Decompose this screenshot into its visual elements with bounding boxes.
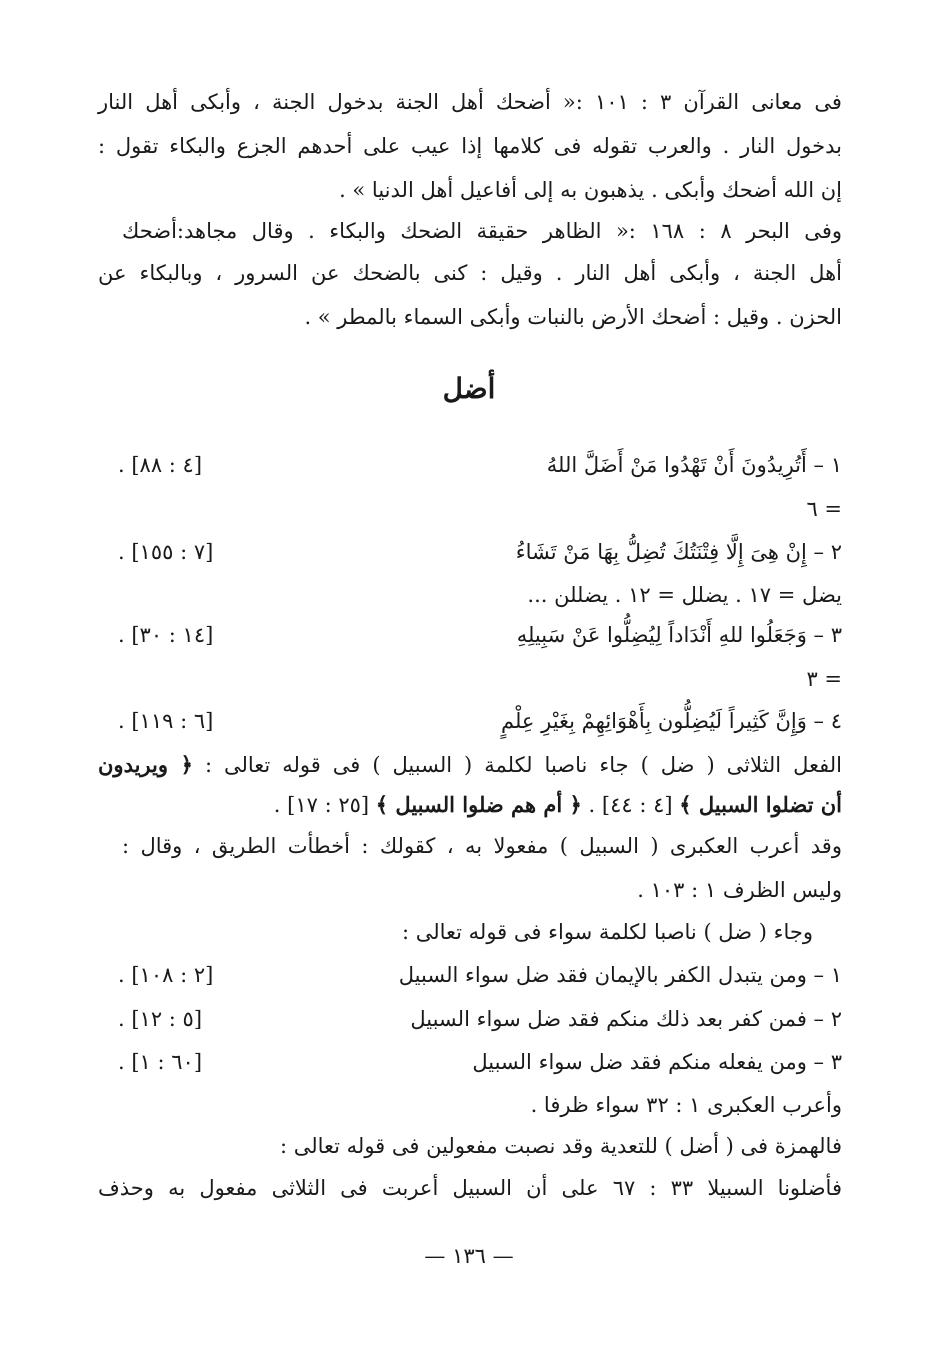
verse-line: ٣ – وَجَعَلُوا للهِ أَنْدَاداً لِيُضِلُّوا عَنْ سَبِيلِهِ (516, 623, 842, 647)
paragraph-line: وأعرب العكبرى ١ : ٣٢ سواء ظرفا . (530, 1093, 842, 1117)
verse-note: = ٦ (806, 497, 842, 521)
verse-reference: . [٦ : ١١٩] (118, 709, 214, 733)
intro-line: بدخول النار . والعرب تقوله فى كلامها إذا عيب على أحدهم الجزع والبكاء تقول : (98, 134, 842, 158)
page-number: — ١٣٦ — (424, 1244, 514, 1268)
intro-line: أهل الجنة ، وأبكى أهل النار . وقيل : كنى بالضحك عن السرور ، وبالبكاء عن (98, 261, 842, 285)
paragraph-line: فالهمزة فى ( أضل ) للتعدية وقد نصبت مفعولين فى قوله تعالى : (279, 1134, 842, 1158)
verse-note: = ٣ (806, 667, 842, 691)
verse-line: ٣ – ومن يفعله منكم فقد ضل سواء السبيل (472, 1050, 842, 1074)
verse-reference: . [١٤ : ٣٠] (118, 623, 214, 647)
verse-line: ١ – أَتُرِيدُونَ أَنْ تَهْدُوا مَنْ أَضَلَّ اللهُ (546, 453, 842, 477)
paragraph-line: وجاء ( ضل ) ناصبا لكلمة سواء فى قوله تعالى : (401, 920, 813, 944)
intro-line: إن الله أضحك وأبكى . يذهبون به إلى أفاعيل أهل الدنيا » . (339, 178, 842, 202)
section-heading: أضل (442, 372, 496, 405)
verse-line: ٤ – وَإِنَّ كَثِيراً لَيُضِلُّون بِأَهْوَائِهِمْ بِغَيْرِ عِلْمٍ (500, 709, 842, 733)
paragraph-line: وقد أعرب العكبرى ( السبيل ) مفعولا به ، كقولك : أخطأت الطريق ، وقال : (122, 834, 842, 858)
verse-reference: . [٤ : ٨٨] (118, 453, 203, 477)
paragraph-line (274, 790, 842, 820)
verse-reference: [٢٥ : ١٧] . (273, 793, 370, 817)
quran-quote: ﴿ أم هم ضلوا السبيل ﴾ (375, 792, 582, 817)
verse-reference: . [٦٠ : ١] (118, 1050, 203, 1074)
quran-quote: ﴿ ويريدون (98, 752, 193, 777)
verse-reference: . [٧ : ١٥٥] (118, 540, 214, 564)
intro-line: وفى البحر ٨ : ١٦٨ :« الظاهر حقيقة الضحك والبكاء . وقال مجاهد:أضحك (122, 219, 842, 243)
quran-quote: أن تضلوا السبيل ﴾ (679, 792, 842, 817)
intro-line: فى معانى القرآن ٣ : ١٠١ :« أضحك أهل الجنة بدخول الجنة ، وأبكى أهل النار (98, 90, 842, 114)
verse-reference: . [٥ : ١٢] (118, 1007, 203, 1031)
verse-reference: . [٢ : ١٠٨] (118, 963, 214, 987)
verse-reference: [٤ : ٤٤] . (588, 793, 673, 817)
paragraph-line (98, 750, 842, 780)
paragraph-line: وليس الظرف ١ : ١٠٣ . (637, 878, 842, 902)
verse-line: ٢ – إِنْ هِىَ إِلَّا فِتْنَتُكَ تُضِلُّ بِهَا مَنْ تَشَاءُ (515, 540, 842, 564)
verse-line: ٢ – فمن كفر بعد ذلك منكم فقد ضل سواء السبيل (410, 1007, 842, 1031)
intro-line: الحزن . وقيل : أضحك الأرض بالنبات وأبكى السماء بالمطر » . (304, 305, 842, 329)
paragraph-text: الفعل الثلاثى ( ضل ) جاء ناصبا لكلمة ( السبيل ) فى قوله تعالى : (204, 753, 842, 777)
verse-line: ١ – ومن يتبدل الكفر بالإيمان فقد ضل سواء السبيل (398, 963, 842, 987)
verse-note: يضل = ١٧ . يضلل = ١٢ . يضللن ... (527, 583, 842, 607)
paragraph-line: فأضلونا السبيلا ٣٣ : ٦٧ على أن السبيل أعربت فى الثلاثى مفعول به وحذف (98, 1176, 842, 1200)
